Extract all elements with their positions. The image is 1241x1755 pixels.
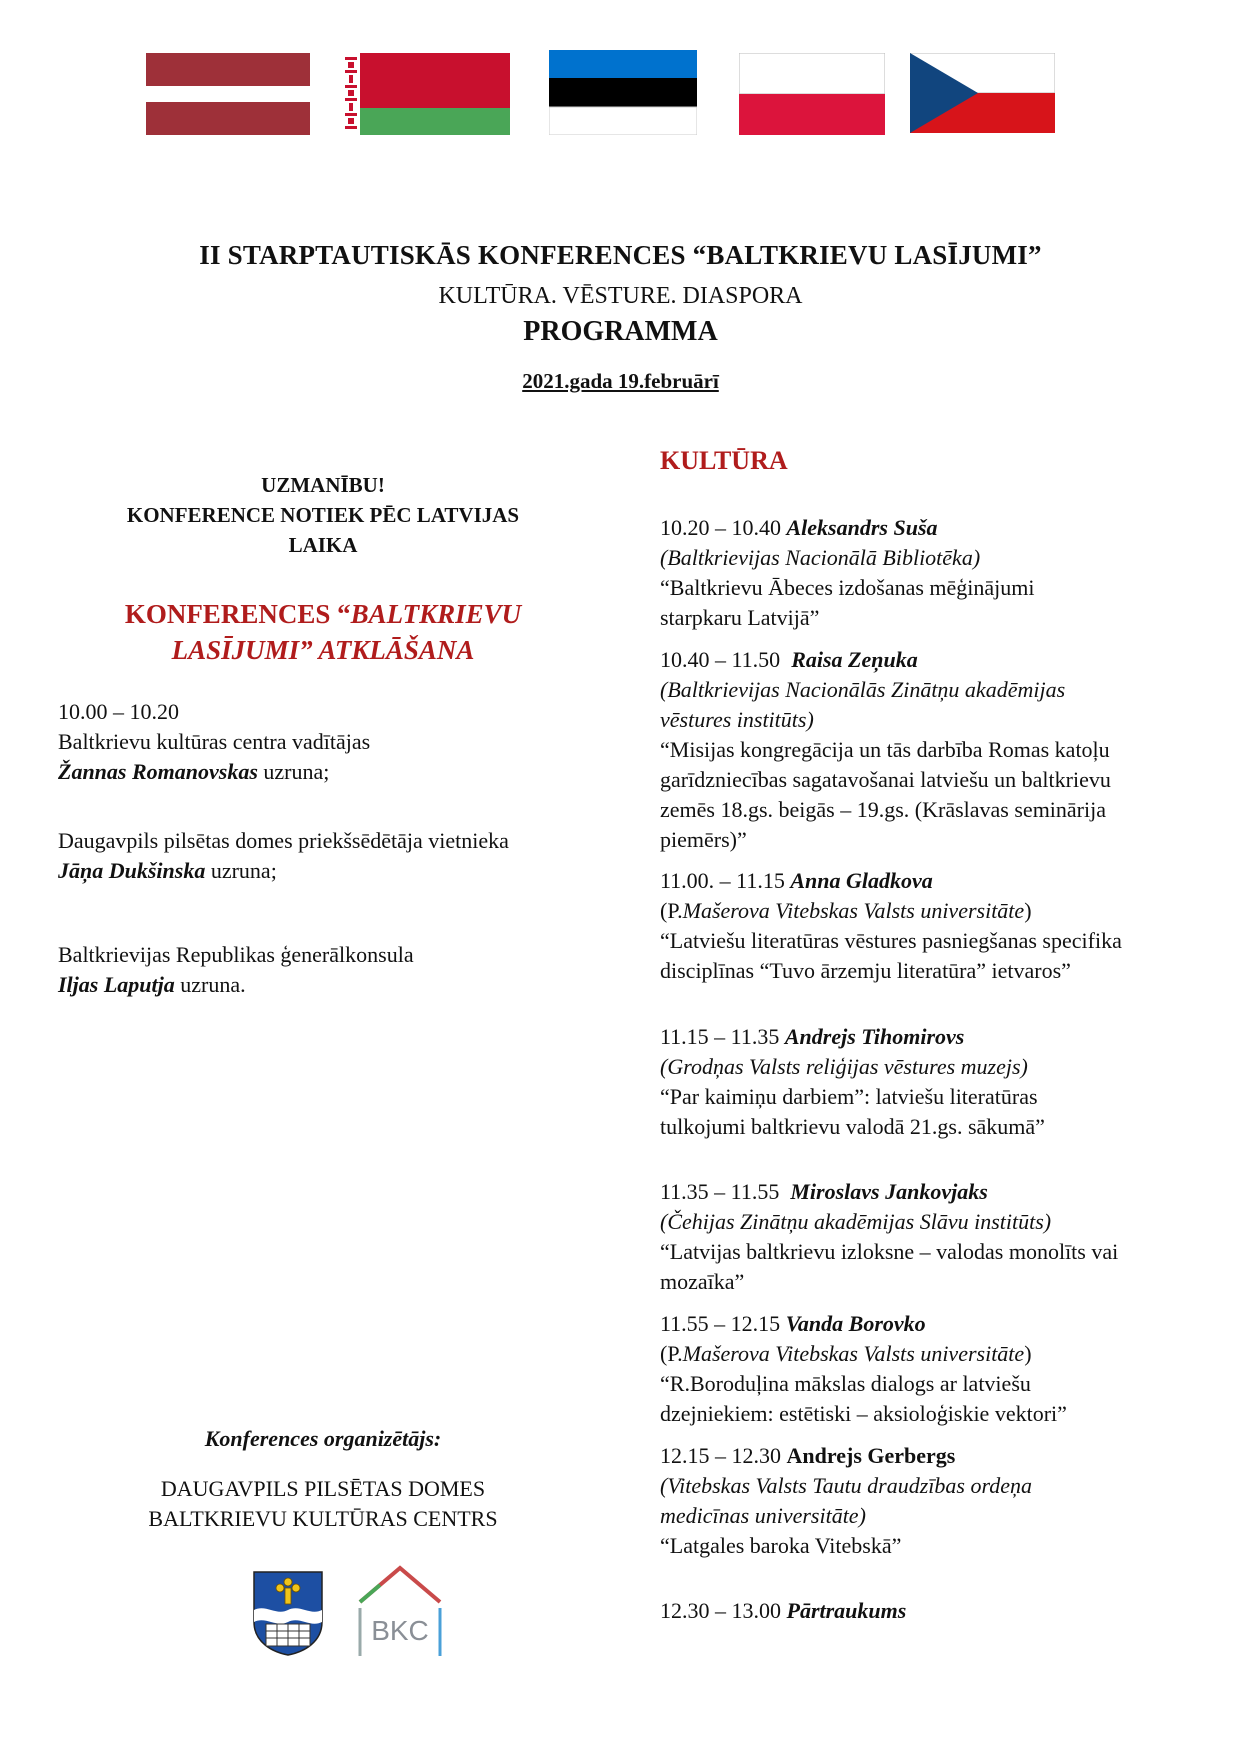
conference-subtitle: KULTŪRA. VĒSTURE. DIASPORA [438, 283, 803, 309]
opening-speech-1: Baltkrievu kultūras centra vadītājas Žannas Romanovskas uzruna; [58, 729, 371, 784]
estonia-flag [549, 50, 697, 135]
time-notice: UZMANĪBU! KONFERENCE NOTIEK PĒC LATVIJAS LAIKA [126, 473, 520, 557]
opening-title: KONFERENCES “BALTKRIEVU LASĪJUMI” ATKLĀŠANA [124, 599, 522, 665]
opening-speech-3: Baltkrievijas Republikas ģenerālkonsula Iljas Laputja uzruna. [58, 942, 414, 997]
organizer-label: Konferences organizētājs: [204, 1426, 442, 1451]
latvia-flag [146, 53, 310, 135]
conference-title: II STARPTAUTISKĀS KONFERENCES “BALTKRIEVU LASĪJUMI” [199, 240, 1042, 270]
programme-entry: 11.35 – 11.55 Miroslavs Jankovjaks (Čehijas Zinātņu akadēmijas Slāvu institūts) “Latvijas baltkrievu izloksne – valodas monolīts vai mozaīka” [660, 1179, 1119, 1294]
programme-heading: PROGRAMMA [523, 316, 718, 347]
programme-entry: 11.55 – 12.15 Vanda Borovko (P.Mašerova Vitebskas Valsts universitāte) “R.Boroduļina mākslas dialogs ar latviešu dzejniekiem: estētiski – aksioloģiskie vektori” [660, 1311, 1067, 1426]
programme-entry: 11.15 – 11.35 Andrejs Tihomirovs (Grodņas Valsts reliģijas vēstures muzejs) “Par kaimiņu darbiem”: latviešu literatūras tulkojumi baltkrievu valodā 21.gs. sākumā” [660, 1024, 1045, 1139]
bkc-logo-text: BKC [371, 1615, 429, 1646]
programme-entry-break: 12.30 – 13.00 Pārtraukums [660, 1598, 907, 1623]
daugavpils-coat-of-arms [252, 1570, 324, 1656]
organizer-name: DAUGAVPILS PILSĒTAS DOMES BALTKRIEVU KULTŪRAS CENTRS [148, 1476, 498, 1531]
programme-entry: 11.00. – 11.15 Anna Gladkova (P.Mašerova Vitebskas Valsts universitāte) “Latviešu literatūras vēstures pasniegšanas specifika disciplīnas “Tuvo ārzemju literatūra” ietvaros” [660, 868, 1122, 983]
czech-flag [910, 53, 1055, 133]
programme-entry: 12.15 – 12.30 Andrejs Gerbergs (Vitebskas Valsts Tautu draudzības ordeņa medicīnas universitāte) “Latgales baroka Vitebskā” [660, 1443, 1032, 1558]
opening-time: 10.00 – 10.20 [58, 699, 179, 724]
poland-flag [739, 53, 885, 135]
opening-speech-2: Daugavpils pilsētas domes priekšsēdētāja vietnieka Jāņa Dukšinska uzruna; [58, 828, 509, 883]
belarus-flag [342, 53, 510, 135]
programme-entry: 10.40 – 11.50 Raisa Zeņuka (Baltkrievijas Nacionālās Zinātņu akadēmijas vēstures institūts) “Misijas kongregācija un tās darbība Romas katoļu garīdzniecības sagatavošanai latviešu un baltkrievu zemēs 18.gs. beigās – 19.gs. (Krāslavas seminārija piemērs)” [660, 647, 1111, 852]
section-kultura: KULTŪRA [660, 446, 788, 475]
programme-entry: 10.20 – 10.40 Aleksandrs Suša (Baltkrievijas Nacionālā Bibliotēka) “Baltkrievu Ābeces izdošanas mēģinājumi starpkaru Latvijā” [660, 515, 1035, 630]
conference-date: 2021.gada 19.februārī [522, 369, 719, 393]
bkc-logo [354, 1562, 446, 1658]
